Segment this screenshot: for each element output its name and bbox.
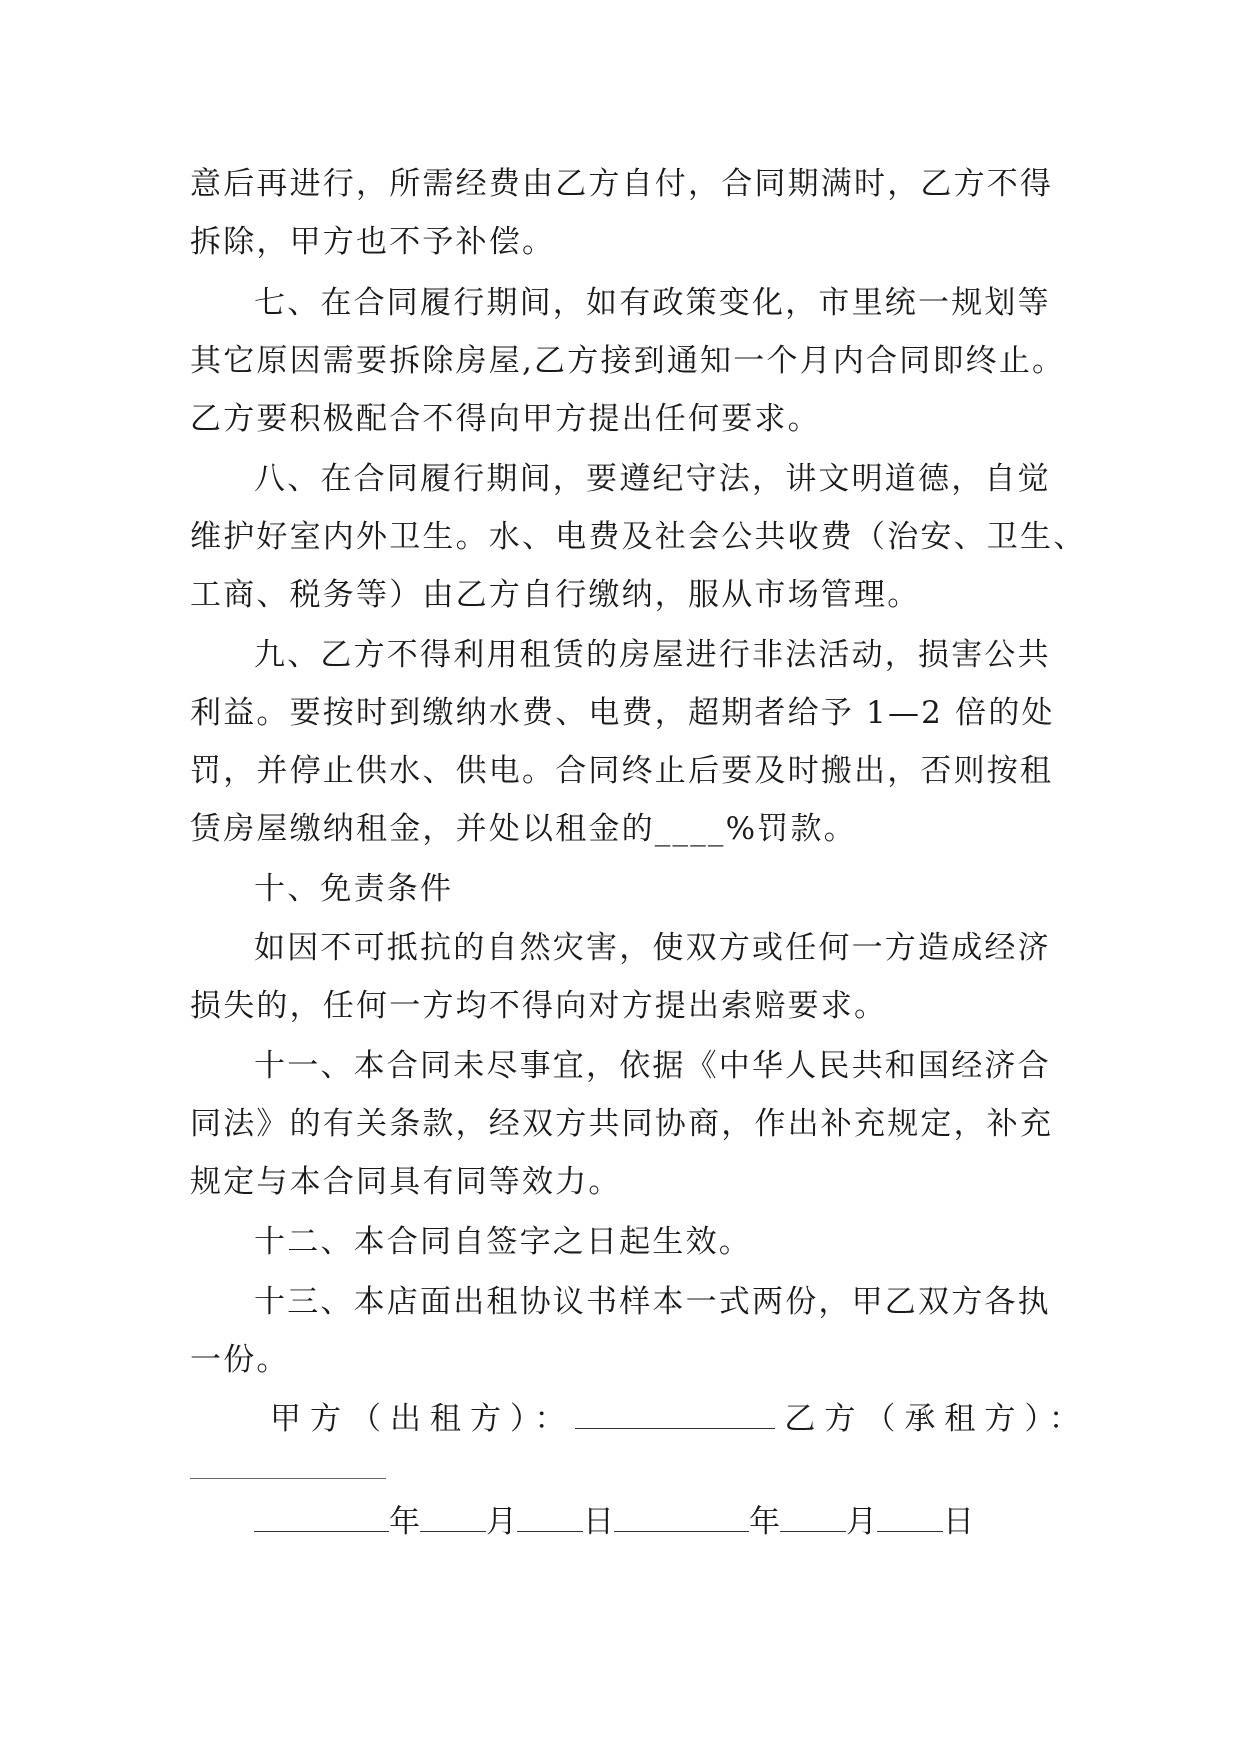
text-line: 损失的，任何一方均不得向对方提出索赔要求。 [190, 988, 888, 1024]
text-line: 如因不可抵抗的自然灾害，使双方或任何一方造成经济 [254, 930, 1051, 966]
text-line: 拆除，甲方也不予补偿。 [190, 224, 556, 260]
signature-row [270, 1399, 1089, 1439]
day-blank [877, 1503, 943, 1532]
year-blank [254, 1503, 389, 1532]
month-label: 月 [486, 1504, 517, 1540]
text-line: 罚，并停止供水、供电。合同终止后要及时搬出，否则按租 [190, 753, 1054, 789]
year-label: 年 [749, 1504, 780, 1540]
text-line: 维护好室内外卫生。水、电费及社会公共收费（治安、卫生、 [190, 519, 1087, 555]
text-line: 赁房屋缴纳租金，并处以租金的____%罚款。 [190, 811, 857, 847]
text-line: 乙方要积极配合不得向甲方提出任何要求。 [190, 401, 821, 437]
day-blank [517, 1503, 583, 1532]
clause-8-line: 八、在合同履行期间，要遵纪守法，讲文明道德，自觉 [254, 461, 1051, 497]
text-line: 一份。 [190, 1342, 290, 1378]
clause-12-line: 十二、本合同自签字之日起生效。 [254, 1224, 752, 1260]
party-b-blank [190, 1478, 386, 1479]
text-line: 工商、税务等）由乙方自行缴纳，服从市场管理。 [190, 577, 921, 613]
year-blank [614, 1503, 749, 1532]
day-label: 日 [583, 1504, 614, 1540]
clause-7-line: 七、在合同履行期间，如有政策变化，市里统一规划等 [254, 285, 1051, 321]
month-label: 月 [846, 1504, 877, 1540]
year-label: 年 [389, 1504, 420, 1540]
month-blank [780, 1503, 846, 1532]
day-label: 日 [943, 1504, 974, 1540]
clause-9-line: 九、乙方不得利用租赁的房屋进行非法活动，损害公共 [254, 637, 1051, 673]
clause-11-line: 十一、本合同未尽事宜，依据《中华人民共和国经济合 [254, 1048, 1051, 1084]
party-a-blank [575, 1400, 775, 1429]
party-b-label: 乙方（承租方）： [784, 1401, 1089, 1437]
text-line: 其它原因需要拆除房屋,乙方接到通知一个月内合同即终止。 [190, 343, 1066, 379]
party-a-label: 甲方（出租方）： [270, 1401, 575, 1437]
text-line: 利益。要按时到缴纳水费、电费，超期者给予 1—2 倍的处 [190, 695, 1055, 731]
clause-13-line: 十三、本店面出租协议书样本一式两份，甲乙双方各执 [254, 1284, 1051, 1320]
clause-10-heading: 十、免责条件 [254, 871, 454, 907]
text-line: 同法》的有关条款，经双方共同协商，作出补充规定，补充 [190, 1106, 1054, 1142]
text-line: 规定与本合同具有同等效力。 [190, 1164, 622, 1200]
text-line: 意后再进行，所需经费由乙方自付，合同期满时，乙方不得 [190, 166, 1054, 202]
month-blank [420, 1503, 486, 1532]
date-row [254, 1502, 974, 1542]
